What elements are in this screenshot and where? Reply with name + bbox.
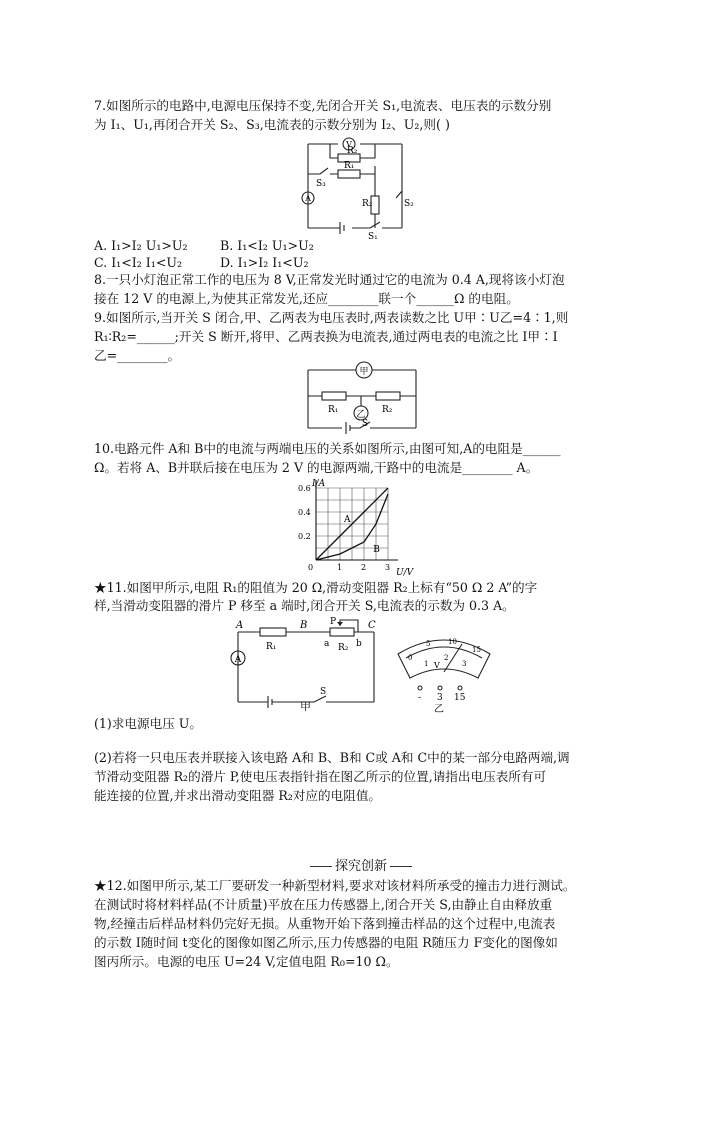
y-tick-label: 0.4 <box>298 508 311 517</box>
r2-top-label: R₂ <box>347 146 358 156</box>
q12-line3: 物,经撞击后样品材料仍完好无损。从重物开始下落到撞击样品的这个过程中,电流表 <box>94 916 556 931</box>
r1-label: R₁ <box>328 405 339 415</box>
end-a-label: a <box>324 639 330 649</box>
meter-jia-label: 甲 <box>359 367 369 377</box>
q11-line2: 样,当滑动变阻器的滑片 P 移至 a 端时,闭合开关 S,电流表的示数为 0.3 A。 <box>94 598 515 613</box>
q7-option-b: B. I₁<I₂ U₁>U₂ <box>220 238 314 253</box>
s1-label: S₁ <box>368 232 378 242</box>
dial-tick-10: 10 <box>448 638 457 646</box>
q12-line5: 图丙所示。电源的电压 U=24 V,定值电阻 R₀=10 Ω。 <box>94 954 399 969</box>
q9-circuit-diagram <box>304 360 420 436</box>
iu-chart <box>296 478 416 578</box>
y-axis-label: I/A <box>312 479 326 489</box>
r2-label: R₂ <box>382 405 393 415</box>
terminal-3: 3 <box>437 693 443 703</box>
q11-sub2-line3: 能连接的位置,并求出滑动变阻器 R₂对应的电阻值。 <box>94 788 382 803</box>
dial-unit-label: V <box>434 661 440 670</box>
node-c-label: C <box>368 620 376 631</box>
ammeter-label: A <box>305 194 311 203</box>
q10-line1: 10.电路元件 A和 B中的电流与两端电压的关系如图所示,由图可知,A的电阻是______ <box>94 441 561 456</box>
q8-line2: 接在 12 V 的电源上,为使其正常发光,还应________联一个______Ω 的电阻。 <box>94 291 519 306</box>
switch-s-label: S <box>320 687 327 697</box>
switch-s-label: S <box>362 419 369 429</box>
dial-tick-0: 0 <box>408 654 413 662</box>
q12-line4: 的示数 I随时间 t变化的图像如图乙所示,压力传感器的电阻 R随压力 F变化的图像如 <box>94 935 558 950</box>
x-axis-label: U/V <box>396 568 414 578</box>
q7-option-d: D. I₁>I₂ I₁<U₂ <box>220 255 309 270</box>
q9-line2: R₁∶R₂=______;开关 S 断开,将甲、乙两表换为电流表,通过两电表的电流之比 I甲∶I <box>94 329 558 344</box>
q9-line1: 9.如图所示,当开关 S 闭合,甲、乙两表为电压表时,两表读数之比 U甲∶U乙=4∶1,则 <box>94 310 569 325</box>
r2-label: R₂ <box>338 643 349 653</box>
q11-sub2-line2: 节滑动变阻器 R₂的滑片 P,使电压表指针指在图乙所示的位置,请指出电压表所有可 <box>94 769 547 784</box>
voltmeter-dial <box>394 630 494 715</box>
q7-circuit-diagram <box>300 136 420 242</box>
y-tick-label: 0.6 <box>298 484 311 493</box>
node-a-label: A <box>236 620 244 631</box>
ammeter-label: A <box>234 655 242 665</box>
q11-sub1: (1)求电源电压 U。 <box>94 716 203 731</box>
x-tick-label: 3 <box>385 563 391 572</box>
y-tick-label: 0.2 <box>298 532 311 541</box>
q9-line3: 乙=________。 <box>94 348 181 363</box>
q12-line2: 在测试时将材料样品(不计质量)平放在压力传感器上,闭合开关 S,由静止自由释放重 <box>94 897 553 912</box>
q11-line1: ★11.如图甲所示,电阻 R₁的阻值为 20 Ω,滑动变阻器 R₂上标有“50 Ω 2 A”的字 <box>94 580 538 595</box>
dial-tick-2: 2 <box>444 654 449 662</box>
q8-line1: 8.一只小灯泡正常工作的电压为 8 V,正常发光时通过它的电流为 0.4 A,现将该小灯泡 <box>94 272 565 287</box>
s2-label: S₂ <box>404 199 414 209</box>
dial-tick-1: 1 <box>424 660 429 668</box>
fig-jia-caption: 甲 <box>300 700 311 713</box>
r2-label: R₂ <box>362 199 373 209</box>
section-title-text: 探究创新 <box>334 859 387 874</box>
terminal-minus: - <box>418 693 422 703</box>
s3-label: S₃ <box>316 179 326 189</box>
r1-label: R₁ <box>266 642 277 652</box>
x-tick-label: 1 <box>337 563 343 572</box>
fig-yi-caption: 乙 <box>434 704 444 715</box>
terminal-15: 15 <box>454 693 466 703</box>
r1-label: R₁ <box>344 161 355 171</box>
meter-yi-label: 乙 <box>356 410 366 420</box>
node-b-label: B <box>300 620 308 631</box>
q11-sub2-line1: (2)若将一只电压表并联接入该电路 A和 B、B和 C或 A和 C中的某一部分电路两端,调 <box>94 750 570 765</box>
q7-line2: 为 I₁、U₁,再闭合开关 S₂、S₃,电流表的示数分别为 I₂、U₂,则( ) <box>94 117 450 132</box>
x-tick-label: 2 <box>361 563 367 572</box>
section-title <box>300 855 422 874</box>
q7-option-c: C. I₁<I₂ I₁<U₂ <box>94 255 183 270</box>
dial-tick-15: 15 <box>472 646 481 654</box>
q7-line1: 7.如图所示的电路中,电源电压保持不变,先闭合开关 S₁,电流表、电压表的示数分别 <box>94 98 552 113</box>
q10-line2: Ω。若将 A、B并联后接在电压为 2 V 的电源两端,干路中的电流是________ A。 <box>94 460 539 475</box>
x-tick-label: 0 <box>308 563 314 572</box>
dial-tick-3: 3 <box>462 660 467 668</box>
q12-line1: ★12.如图甲所示,某工厂要研发一种新型材料,要求对该材料所承受的撞击力进行测试。 <box>94 878 576 893</box>
series-label-a: A <box>344 515 351 525</box>
series-label-b: B <box>373 545 380 555</box>
dial-tick-5: 5 <box>426 640 431 648</box>
q7-option-a: A. I₁>I₂ U₁>U₂ <box>94 238 188 253</box>
voltmeter-label: V <box>346 140 352 149</box>
end-b-label: b <box>356 639 362 649</box>
slider-p-label: P <box>330 617 337 627</box>
